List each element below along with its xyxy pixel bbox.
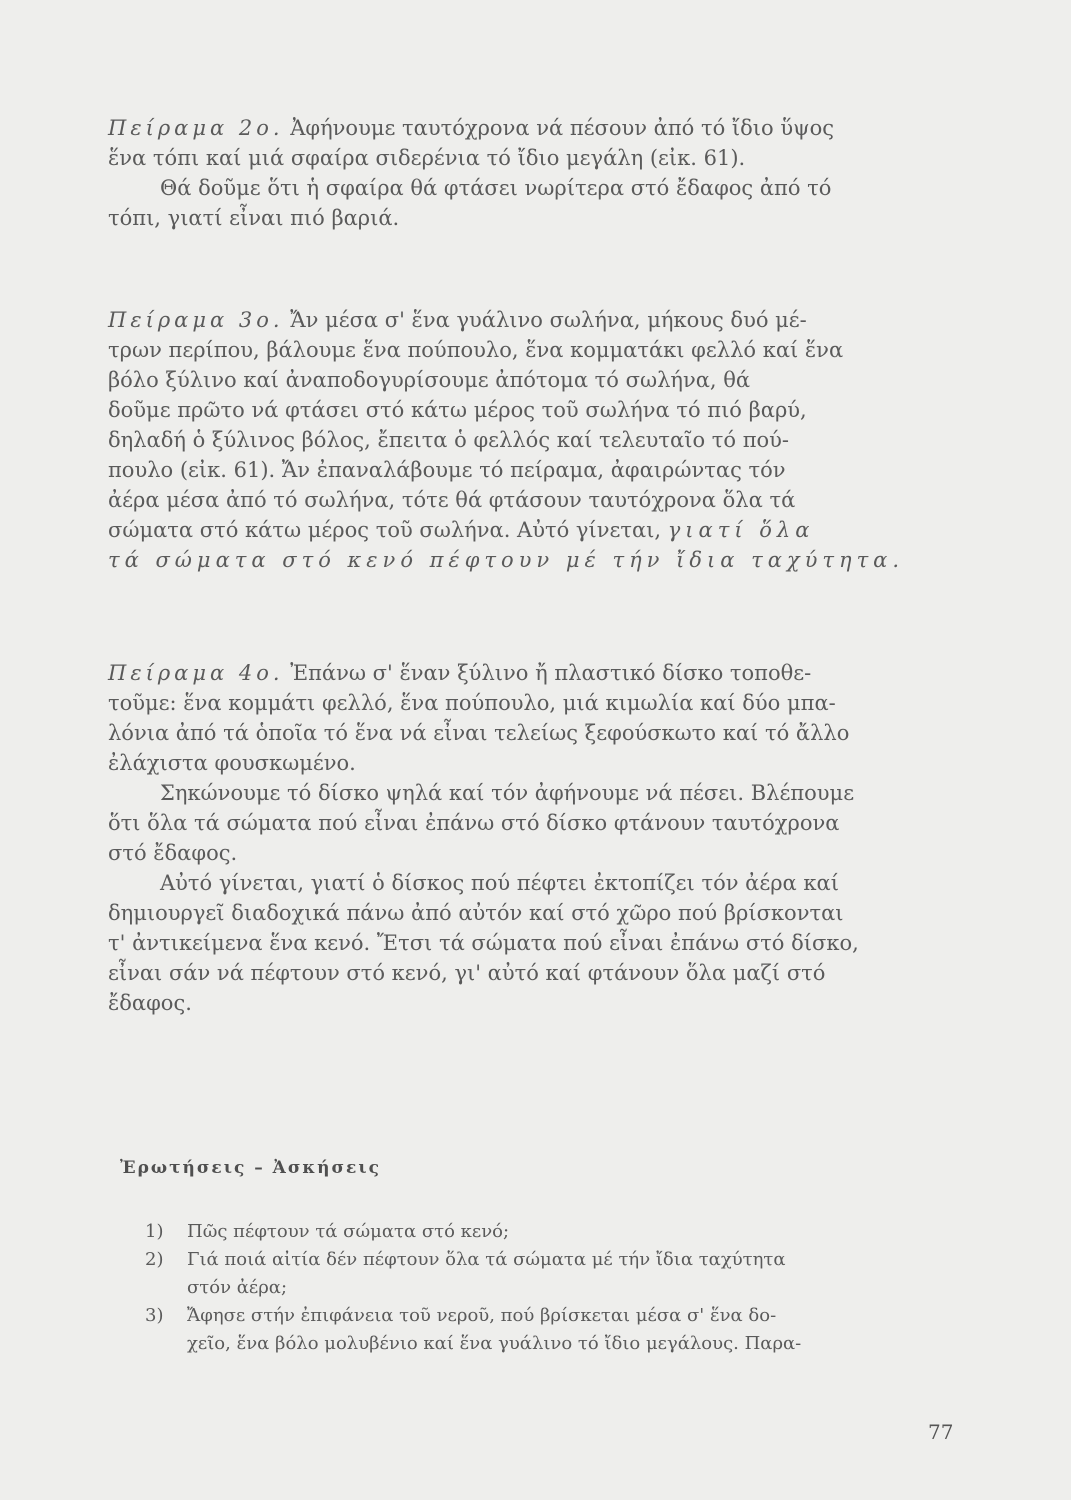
question-text-cont: χεῖο, ἕνα βόλο μολυβένιο καί ἕνα γυάλινο τό ἴδιο μεγάλους. Παρα- [187, 1333, 802, 1354]
experiment-4-line-10: τ' ἀντικείμενα ἕνα κενό. Ἔτσι τά σώματα πού εἶναι ἐπάνω στό δίσκο, [108, 931, 859, 955]
experiment-4-line-5: Σηκώνουμε τό δίσκο ψηλά καί τόν ἀφήνουμε νά πέσει. Βλέπουμε [160, 781, 855, 805]
experiment-3-line-6: πουλο (εἰκ. 61). Ἄν ἐπαναλάβουμε τό πείραμα, ἀφαιρώντας τόν [108, 458, 786, 482]
emphasis-text: γιατί ὅλα [667, 518, 815, 542]
experiment-4-line-1: Πείραμα 4ο. Ἐπάνω σ' ἕναν ξύλινο ἤ πλαστικό δίσκο τοποθε- [108, 661, 812, 685]
experiment-3 [108, 305, 948, 575]
experiment-3-line-1: Πείραμα 3ο. Ἄν μέσα σ' ἕνα γυάλινο σωλήνα, μήκους δυό μέ- [108, 308, 807, 332]
question-text: Ἄφησε στήν ἐπιφάνεια τοῦ νεροῦ, πού βρίσκεται μέσα σ' ἕνα δο- [187, 1305, 777, 1326]
experiment-4-line-3: λόνια ἀπό τά ὁποῖα τό ἕνα νά εἶναι τελείως ξεφούσκωτο καί τό ἄλλο [108, 721, 850, 745]
experiment-2-line-1: Πείραμα 2ο. Ἀφήνουμε ταυτόχρονα νά πέσουν ἀπό τό ἴδιο ὕψος [108, 116, 834, 140]
experiment-4-line-2: τοῦμε: ἕνα κομμάτι φελλό, ἕνα πούπουλο, μιά κιμωλία καί δύο μπα- [108, 691, 836, 715]
experiment-4-line-4: ἐλάχιστα φουσκωμένο. [108, 751, 356, 775]
experiment-4-line-9: δημιουργεῖ διαδοχικά πάνω ἀπό αὐτόν καί στό χῶρο πού βρίσκονται [108, 901, 844, 925]
experiment-2-line-4: τόπι, γιατί εἶναι πιό βαριά. [108, 206, 400, 230]
page-number: 77 [928, 1420, 954, 1444]
question-item [145, 1218, 801, 1246]
question-text: Πῶς πέφτουν τά σώματα στό κενό; [187, 1221, 510, 1242]
question-number: 1) [145, 1221, 164, 1242]
experiment-3-line-7: ἀέρα μέσα ἀπό τό σωλήνα, τότε θά φτάσουν ταυτόχρονα ὅλα τά [108, 488, 796, 512]
question-item [145, 1302, 801, 1358]
experiment-4-line-7: στό ἔδαφος. [108, 841, 238, 865]
experiment-3-line-2: τρων περίπου, βάλουμε ἕνα πούπουλο, ἕνα κομματάκι φελλό καί ἕνα [108, 338, 844, 362]
experiment-2-label: Πείραμα 2ο. [108, 116, 284, 140]
question-number: 3) [145, 1305, 164, 1326]
questions-list [145, 1218, 801, 1358]
experiment-4-line-11: εἶναι σάν νά πέφτουν στό κενό, γι' αὐτό καί φτάνουν ὅλα μαζί στό [108, 961, 826, 985]
experiment-4-line-6: ὅτι ὅλα τά σώματα πού εἶναι ἐπάνω στό δίσκο φτάνουν ταυτόχρονα [108, 811, 840, 835]
experiment-2-line-2: ἕνα τόπι καί μιά σφαίρα σιδερένια τό ἴδιο μεγάλη (εἰκ. 61). [108, 146, 746, 170]
experiment-2 [108, 113, 948, 233]
question-item [145, 1246, 801, 1302]
experiment-3-label: Πείραμα 3ο. [108, 308, 284, 332]
experiment-4-label: Πείραμα 4ο. [108, 661, 284, 685]
experiment-3-line-4: δοῦμε πρῶτο νά φτάσει στό κάτω μέρος τοῦ σωλήνα τό πιό βαρύ, [108, 398, 807, 422]
experiment-4 [108, 658, 948, 1018]
question-text: Γιά ποιά αἰτία δέν πέφτουν ὅλα τά σώματα μέ τήν ἴδια ταχύτητα [187, 1249, 786, 1270]
question-text-cont: στόν ἀέρα; [187, 1277, 288, 1298]
experiment-4-line-12: ἔδαφος. [108, 991, 192, 1015]
question-number: 2) [145, 1249, 164, 1270]
experiment-2-line-3: Θά δοῦμε ὅτι ἡ σφαίρα θά φτάσει νωρίτερα στό ἔδαφος ἀπό τό [160, 176, 832, 200]
experiment-3-line-9: τά σώματα στό κενό πέφτουν μέ τήν ἴδια ταχύτητα. [108, 548, 905, 572]
questions-heading: Ἐρωτήσεις – Ἀσκήσεις [120, 1158, 381, 1178]
experiment-3-line-3: βόλο ξύλινο καί ἀναποδογυρίσουμε ἀπότομα τό σωλήνα, θά [108, 368, 751, 392]
experiment-3-line-5: δηλαδή ὁ ξύλινος βόλος, ἔπειτα ὁ φελλός καί τελευταῖο τό πού- [108, 428, 790, 452]
experiment-3-line-8: σώματα στό κάτω μέρος τοῦ σωλήνα. Αὐτό γίνεται, γιατί ὅλα [108, 518, 815, 542]
experiment-4-line-8: Αὐτό γίνεται, γιατί ὁ δίσκος πού πέφτει ἐκτοπίζει τόν ἀέρα καί [160, 871, 839, 895]
